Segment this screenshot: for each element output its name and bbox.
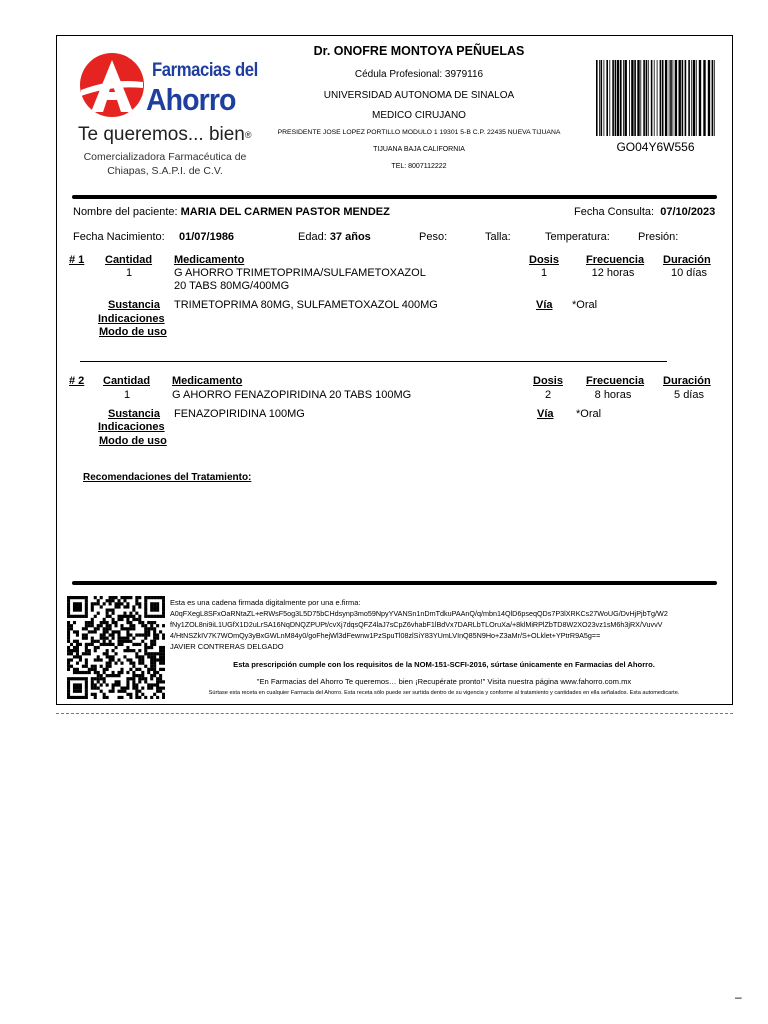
- signature-line1: A0qFXegL8SFxOaRNtaZL+eRWsF5og3L5D75bCHdsynp3mo59NpyYVANSn1nDmTdkuPAAnQ/q/mbn14QlD6pseqQDs7P3lXRKCs27WoUG/DvHjPjbTg/W2: [170, 609, 668, 618]
- item-1-number: # 1: [69, 254, 85, 266]
- doctor-university: UNIVERSIDAD AUTONOMA DE SINALOA: [323, 90, 515, 101]
- item-2-modo-label: Modo de uso: [99, 435, 167, 447]
- doctor-address: PRESIDENTE JOSE LOPEZ PORTILLO MODULO 1 19301 5-B C.P. 22435 NUEVA TIJUANA: [277, 129, 561, 136]
- item-1-frecuencia: 12 horas: [591, 267, 635, 279]
- farmacias-ahorro-logo-icon: [79, 52, 145, 118]
- brand-line1: Farmacias del: [152, 60, 258, 81]
- temperature-label: Temperatura:: [545, 231, 610, 243]
- doctor-cedula: Cédula Profesional: 3979116: [354, 69, 484, 80]
- weight-label: Peso:: [419, 231, 448, 243]
- signature-line3: 4/HtNSZkIV7K7WOmQy3yBxGWLnM84y0/goFhejWl3dFewnw1PzSpuTl08zlSiY83YUmLVInQ85N9Ho+Z3aMr/S+OLklet+YPtrR9A5g==: [170, 631, 601, 640]
- item-2-medicamento-line1: G AHORRO FENAZOPIRIDINA 20 TABS 100MG: [172, 389, 412, 401]
- birth-date: 01/07/1986: [179, 231, 235, 243]
- cut-line: [56, 713, 733, 714]
- footer-slogan: "En Farmacias del Ahorro Te queremos… bien ¡Recupérate pronto!" Visita nuestra página www.fahorro.com.mx: [256, 677, 632, 686]
- signer-name: JAVIER CONTRERAS DELGADO: [170, 642, 284, 651]
- item-1-duracion: 10 días: [670, 267, 708, 279]
- pressure-label: Presión:: [638, 231, 679, 243]
- footer-fine-print: Súrtase esta receta en cualquier Farmacia del Ahorro. Esta receta sólo puede ser surtida dentro de su vigencia y conforme al tratamiento y cantidades en ella señalados. Esta automedicarte.: [208, 690, 680, 696]
- header-rule: [72, 195, 717, 199]
- item-2-cantidad: 1: [123, 389, 131, 401]
- item-separator: [80, 361, 667, 362]
- item-2-frecuencia: 8 horas: [594, 389, 632, 401]
- item-1-cantidad: 1: [125, 267, 133, 279]
- company-name: Comercializadora Farmacéutica de Chiapas, S.A.P.I. de C.V.: [83, 151, 247, 177]
- item-2-via: *Oral: [576, 408, 602, 420]
- consult-date: 07/10/2023: [660, 206, 716, 218]
- age: 37 años: [329, 231, 371, 243]
- item-1-via: *Oral: [572, 299, 598, 311]
- item-1-indicaciones-label: Indicaciones: [98, 313, 165, 325]
- item-2-sustancia: FENAZOPIRIDINA 100MG: [174, 408, 305, 420]
- item-1-dosis-header: Dosis: [529, 254, 559, 266]
- item-2-duracion-header: Duración: [663, 375, 711, 387]
- doctor-phone: TEL: 8007112222: [391, 163, 447, 170]
- signed-intro: Esta es una cadena firmada digitalmente por una e.firma:: [170, 598, 361, 607]
- item-2-duracion: 5 días: [674, 389, 704, 401]
- item-2-via-label: Vía: [537, 408, 554, 420]
- item-2-cantidad-header: Cantidad: [103, 375, 151, 387]
- barcode: [594, 60, 717, 136]
- qr-code-icon: [67, 596, 165, 699]
- item-2-number: # 2: [69, 375, 85, 387]
- doctor-name: Dr. ONOFRE MONTOYA PEÑUELAS: [313, 44, 525, 58]
- item-2-medicamento-header: Medicamento: [172, 375, 243, 387]
- brand-tagline: Te queremos... bien®: [78, 124, 252, 145]
- item-1-via-label: Vía: [536, 299, 553, 311]
- signature-line2: fNy1ZOL8ni9iL1UGfX1D2uLrSA16NqDNQZPUPt/cvXj7dqsQFZ4laJ7sCpZ6vhabF1lBdVx7DARLbTLOruXa/+8klMiRPlZbTD8W2XO23vz1sM6h3jRX/VuvvV: [170, 620, 663, 629]
- item-1-medicamento-line2: 20 TABS 80MG/400MG: [174, 280, 290, 292]
- item-1-dosis: 1: [540, 267, 548, 279]
- item-1-sustancia: TRIMETOPRIMA 80MG, SULFAMETOXAZOL 400MG: [174, 299, 438, 311]
- item-2-dosis-header: Dosis: [533, 375, 563, 387]
- patient-name-row: Nombre del paciente: MARIA DEL CARMEN PASTOR MENDEZ: [73, 206, 390, 218]
- item-1-medicamento-line1: G AHORRO TRIMETOPRIMA/SULFAMETOXAZOL: [174, 267, 426, 279]
- consult-date-row: Fecha Consulta: 07/10/2023: [574, 206, 716, 218]
- item-1-cantidad-header: Cantidad: [105, 254, 153, 266]
- brand-line2: Ahorro: [146, 82, 236, 117]
- height-label: Talla:: [485, 231, 511, 243]
- item-2-dosis: 2: [544, 389, 552, 401]
- item-1-medicamento-header: Medicamento: [174, 254, 245, 266]
- registered-mark: ®: [244, 129, 252, 140]
- item-1-duracion-header: Duración: [663, 254, 711, 266]
- item-2-frecuencia-header: Frecuencia: [586, 375, 645, 387]
- item-2-indicaciones-label: Indicaciones: [98, 421, 165, 433]
- nom-compliance: Esta prescripción cumple con los requisitos de la NOM-151-SCFI-2016, súrtase únicamente en Farmacias del Ahorro.: [233, 660, 655, 669]
- patient-name: MARIA DEL CARMEN PASTOR MENDEZ: [180, 206, 390, 218]
- age-row: Edad: 37 años: [298, 231, 371, 243]
- item-1-sustancia-label: Sustancia: [108, 299, 160, 311]
- birth-label: Fecha Nacimiento:: [73, 231, 165, 243]
- page-marker: –: [735, 990, 742, 1004]
- footer-rule: [72, 581, 717, 585]
- doctor-city: TIJUANA BAJA CALIFORNIA: [373, 146, 465, 153]
- item-1-frecuencia-header: Frecuencia: [586, 254, 645, 266]
- barcode-text: GO04Y6W556: [616, 140, 695, 154]
- item-1-modo-label: Modo de uso: [99, 326, 167, 338]
- recommendations-label: Recomendaciones del Tratamiento:: [83, 472, 252, 483]
- doctor-specialty: MEDICO CIRUJANO: [372, 110, 466, 121]
- item-2-sustancia-label: Sustancia: [108, 408, 160, 420]
